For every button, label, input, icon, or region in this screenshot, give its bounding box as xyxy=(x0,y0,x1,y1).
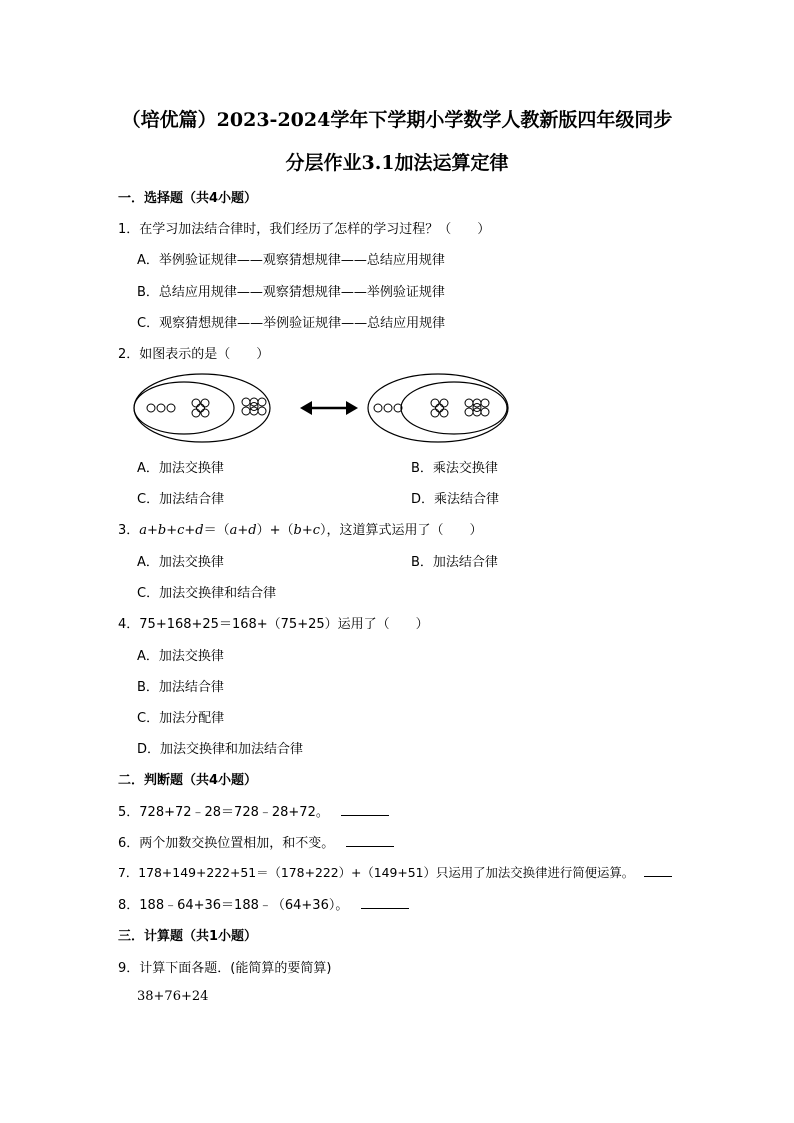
q1-option-a: A．举例验证规律——观察猜想规律——总结应用规律 xyxy=(137,253,445,268)
group-of-seven-circles xyxy=(242,398,266,415)
q6-text: 6．两个加数交换位置相加，和不变。 xyxy=(118,836,335,851)
q4-option-d: D．加法交换律和加法结合律 xyxy=(137,742,304,757)
section-heading-judge: 二．判断题（共4小题） xyxy=(118,773,258,788)
answer-blank[interactable] xyxy=(361,908,409,909)
q3-option-b: B．加法结合律 xyxy=(411,555,498,570)
right-set-diagram xyxy=(368,374,508,442)
q3-tail: ），这道算式运用了（ ） xyxy=(320,523,483,538)
answer-blank[interactable] xyxy=(644,876,672,877)
q2-option-b: B．乘法交换律 xyxy=(411,461,498,476)
q1-option-b: B．总结应用规律——观察猜想规律——举例验证规律 xyxy=(137,285,445,300)
question-4: 4．75+168+25＝168+（75+25）运用了（ ） xyxy=(118,617,429,632)
q4-option-c: C．加法分配律 xyxy=(137,711,225,726)
question-2: 2．如图表示的是（ ） xyxy=(118,347,270,362)
group-of-five-circles xyxy=(192,399,209,417)
question-5 xyxy=(118,801,389,820)
group-of-three-circles xyxy=(147,404,175,412)
section-heading-calc: 三．计算题（共1小题） xyxy=(118,929,258,944)
group-of-five-circles xyxy=(431,399,448,417)
q1-option-c: C．观察猜想规律——举例验证规律——总结应用规律 xyxy=(137,316,446,331)
q4-option-b: B．加法结合律 xyxy=(137,680,224,695)
q8-text: 8．188﹣64+36＝188﹣（64+36）。 xyxy=(118,898,349,913)
q3-equals: ＝（ xyxy=(203,523,230,538)
question-3 xyxy=(118,519,483,538)
double-arrow-icon xyxy=(300,401,358,415)
q2-venn-figure xyxy=(130,368,520,448)
q3-expression: a+b+c+d xyxy=(139,523,204,538)
question-9: 9．计算下面各题．(能简算的要简算) xyxy=(118,961,332,976)
left-set-diagram xyxy=(134,374,270,442)
question-6 xyxy=(118,832,394,851)
q3-option-a: A．加法交换律 xyxy=(137,555,224,570)
doc-title-line2: 分层作业3.1加法运算定律 xyxy=(285,152,509,174)
question-1: 1．在学习加法结合律时，我们经历了怎样的学习过程？（ ） xyxy=(118,222,491,237)
doc-title-line1: （培优篇）2023-2024学年下学期小学数学人教新版四年级同步 xyxy=(121,109,673,131)
group-of-seven-circles xyxy=(465,399,489,416)
q4-option-a: A．加法交换律 xyxy=(137,649,224,664)
question-8 xyxy=(118,894,409,913)
q3-group-1: a+d xyxy=(229,523,257,538)
q9-expression: 38+76+24 xyxy=(137,989,209,1004)
q5-text: 5．728+72﹣28＝728﹣28+72。 xyxy=(118,805,329,820)
group-of-three-circles xyxy=(374,404,402,412)
q3-number: 3． xyxy=(118,523,140,538)
q2-option-d: D．乘法结合律 xyxy=(411,492,500,507)
answer-blank[interactable] xyxy=(346,846,394,847)
q7-text: 7．178+149+222+51＝（178+222）+（149+51）只运用了加法交换律进行简便运算。 xyxy=(118,865,635,880)
section-heading-choice: 一．选择题（共4小题） xyxy=(118,191,258,206)
q3-middle: ）+（ xyxy=(256,523,294,538)
answer-blank[interactable] xyxy=(341,815,389,816)
q2-option-a: A．加法交换律 xyxy=(137,461,224,476)
question-7 xyxy=(118,863,672,881)
q2-option-c: C．加法结合律 xyxy=(137,492,225,507)
q3-group-2: b+c xyxy=(293,523,321,538)
q3-option-c: C．加法交换律和结合律 xyxy=(137,586,277,601)
